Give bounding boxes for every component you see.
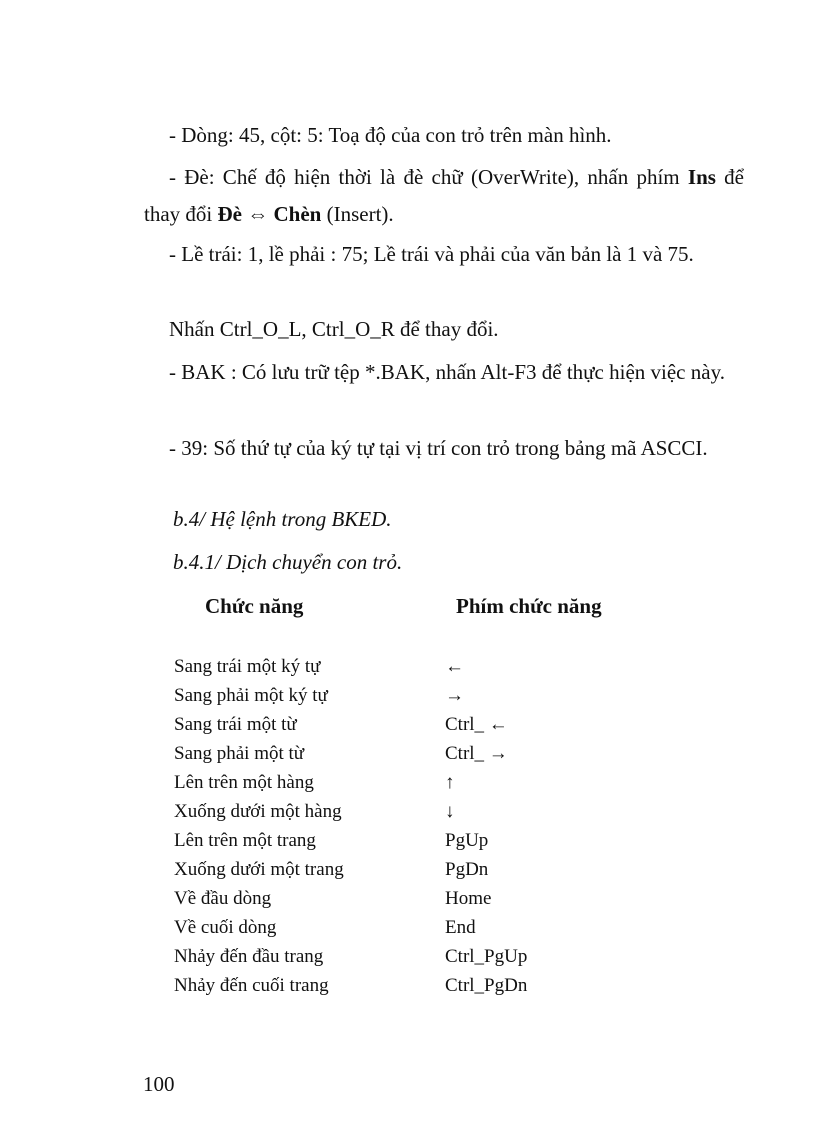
- paragraph-margins: - Lề trái: 1, lề phải : 75; Lề trái và phải của văn bản là 1 và 75.: [169, 242, 694, 266]
- key-cell: ↓: [445, 801, 455, 822]
- subsection-heading: b.4.1/ Dịch chuyển con trỏ.: [173, 550, 403, 574]
- key-cell: Ctrl_ →: [445, 743, 508, 764]
- overwrite-text-suffix: (Insert).: [321, 202, 394, 226]
- paragraph-margin-shortcut: Nhấn Ctrl_O_L, Ctrl_O_R để thay đổi.: [169, 317, 499, 341]
- function-cell: Sang trái một từ: [174, 714, 297, 735]
- function-cell: Lên trên một trang: [174, 830, 316, 851]
- function-cell: Lên trên một hàng: [174, 772, 314, 793]
- key-cell: Ctrl_PgUp: [445, 946, 528, 967]
- overwrite-text-prefix: - Đè: Chế độ hiện thời là đè chữ (OverWrite), nhấn phím: [169, 165, 688, 189]
- key-cell: Ctrl_ ←: [445, 714, 508, 735]
- paragraph-char-code: - 39: Số thứ tự của ký tự tại vị trí con trỏ trong bảng mã ASCCI.: [169, 436, 708, 460]
- function-cell: Nhảy đến đầu trang: [174, 946, 324, 967]
- section-heading: b.4/ Hệ lệnh trong BKED.: [173, 507, 392, 531]
- paragraph-bak: - BAK : Có lưu trữ tệp *.BAK, nhấn Alt-F3 để thực hiện việc này.: [169, 360, 725, 384]
- column-header-function: Chức năng: [205, 594, 304, 618]
- key-cell: →: [445, 685, 464, 706]
- function-cell: Về cuối dòng: [174, 917, 277, 938]
- ins-key-label: Ins: [687, 165, 716, 189]
- function-cell: Về đầu dòng: [174, 888, 272, 909]
- key-cell: End: [445, 917, 476, 938]
- key-cell: ←: [445, 656, 464, 677]
- function-cell: Sang trái một ký tự: [174, 656, 321, 677]
- column-header-key: Phím chức năng: [456, 594, 602, 618]
- key-cell: ↑: [445, 772, 455, 793]
- function-cell: Xuống dưới một hàng: [174, 801, 342, 822]
- key-cell: Home: [445, 888, 492, 909]
- page-number: 100: [143, 1072, 175, 1096]
- paragraph-overwrite-mode: [144, 159, 744, 233]
- paragraph-cursor-position: - Dòng: 45, cột: 5: Toạ độ của con trỏ trên màn hình.: [169, 123, 612, 147]
- overwrite-insert-label: Đè ⇔ Chèn: [217, 202, 322, 226]
- key-cell: Ctrl_PgDn: [445, 975, 528, 996]
- function-cell: Xuống dưới một trang: [174, 859, 344, 880]
- overwrite-text-middle: để thay đổi: [144, 165, 744, 226]
- function-cell: Sang phải một từ: [174, 743, 305, 764]
- key-cell: PgDn: [445, 859, 489, 880]
- function-cell: Nhảy đến cuối trang: [174, 975, 329, 996]
- function-cell: Sang phải một ký tự: [174, 685, 328, 706]
- key-cell: PgUp: [445, 830, 489, 851]
